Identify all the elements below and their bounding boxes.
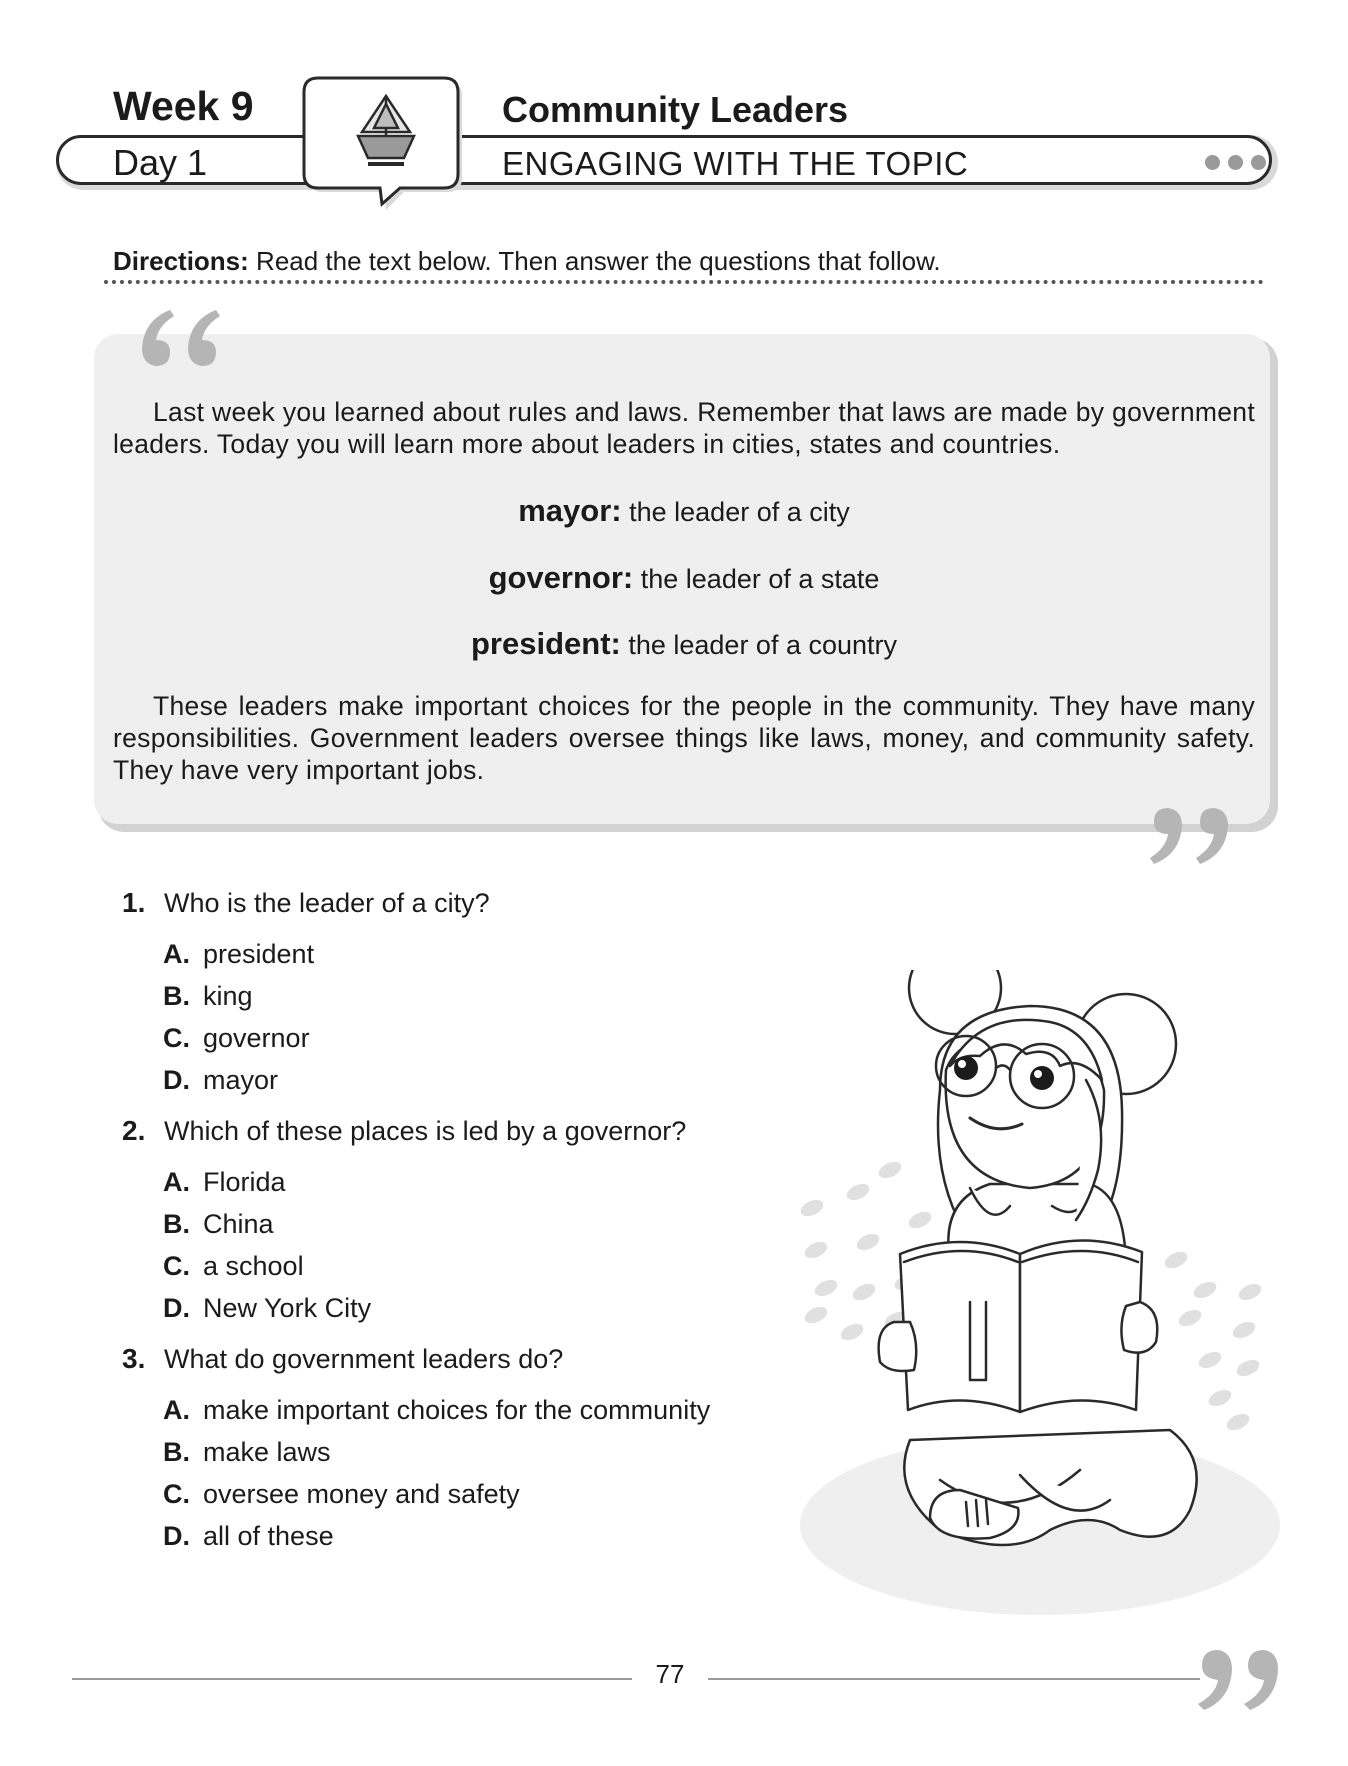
footer-rule-left	[72, 1678, 632, 1680]
definition-president	[113, 625, 1255, 662]
question-1	[122, 886, 490, 920]
choice-text: governor	[203, 1023, 310, 1053]
choice-3b[interactable]	[163, 1436, 331, 1468]
choice-text: king	[203, 981, 253, 1011]
choice-text: president	[203, 939, 315, 969]
choice-3a[interactable]	[163, 1394, 710, 1426]
girl-reading-illustration	[790, 970, 1280, 1630]
choice-text: China	[203, 1209, 274, 1239]
page-number: 77	[655, 1659, 685, 1689]
choice-letter: B.	[163, 981, 190, 1011]
definition-meaning: the leader of a state	[633, 564, 880, 594]
question-3	[122, 1342, 563, 1376]
choice-3c[interactable]	[163, 1478, 520, 1510]
question-2	[122, 1114, 686, 1148]
choice-letter: D.	[163, 1293, 190, 1323]
choice-1b[interactable]	[163, 980, 253, 1012]
more-dots-icon	[1205, 155, 1266, 170]
week-label: Week 9	[113, 83, 254, 129]
choice-letter: A.	[163, 939, 190, 969]
choice-text: New York City	[203, 1293, 372, 1323]
choice-letter: A.	[163, 1167, 190, 1197]
choice-letter: B.	[163, 1209, 190, 1239]
choice-2a[interactable]	[163, 1166, 286, 1198]
choice-letter: D.	[163, 1521, 190, 1551]
question-text: Who is the leader of a city?	[164, 888, 490, 918]
choice-1c[interactable]	[163, 1022, 310, 1054]
definition-governor	[113, 559, 1255, 596]
choice-text: all of these	[203, 1521, 334, 1551]
question-text: Which of these places is led by a governor?	[164, 1116, 687, 1146]
directions-text: Read the text below. Then answer the questions that follow.	[248, 246, 941, 276]
definition-meaning: the leader of a city	[621, 497, 850, 527]
close-quote-icon	[1190, 1640, 1290, 1720]
open-quote-icon	[130, 298, 230, 378]
page-subtitle: ENGAGING WITH THE TOPIC	[502, 145, 969, 182]
choice-2d[interactable]	[163, 1292, 371, 1324]
passage-paragraph-2: These leaders make important choices for the people in the community. They have many responsibilities. Government leaders oversee things like laws, money, and community safety. They have very important jobs.	[113, 691, 1255, 785]
definition-mayor	[113, 492, 1255, 529]
definition-meaning: the leader of a country	[620, 630, 898, 660]
close-quote-icon	[1140, 796, 1240, 876]
definition-term: mayor:	[518, 493, 622, 528]
choice-letter: C.	[163, 1479, 190, 1509]
choice-text: mayor	[203, 1065, 279, 1095]
choice-2b[interactable]	[163, 1208, 274, 1240]
choice-1a[interactable]	[163, 938, 314, 970]
question-number: 1.	[122, 887, 146, 918]
choice-text: Florida	[203, 1167, 286, 1197]
choice-1d[interactable]	[163, 1064, 278, 1096]
definition-term: president:	[470, 626, 621, 661]
choice-letter: C.	[163, 1251, 190, 1281]
question-number: 2.	[122, 1115, 146, 1146]
dotted-divider	[104, 280, 1264, 284]
choice-text: make important choices for the community	[203, 1395, 711, 1425]
definition-term: governor:	[488, 560, 634, 595]
sailboat-icon	[300, 74, 470, 214]
choice-2c[interactable]	[163, 1250, 304, 1282]
day-label: Day 1	[113, 142, 208, 183]
choice-text: make laws	[203, 1437, 331, 1467]
question-number: 3.	[122, 1343, 146, 1374]
choice-letter: B.	[163, 1437, 190, 1467]
choice-3d[interactable]	[163, 1520, 334, 1552]
footer-rule-right	[708, 1678, 1200, 1680]
choice-letter: A.	[163, 1395, 190, 1425]
choice-text: a school	[203, 1251, 304, 1281]
choice-text: oversee money and safety	[203, 1479, 520, 1509]
page-title: Community Leaders	[502, 89, 849, 130]
directions	[113, 246, 941, 277]
question-text: What do government leaders do?	[164, 1344, 564, 1374]
choice-letter: C.	[163, 1023, 190, 1053]
directions-label: Directions:	[113, 246, 249, 276]
passage-paragraph-1: Last week you learned about rules and laws. Remember that laws are made by government leaders. Today you will learn more about leaders in cities, states and countries.	[113, 397, 1255, 459]
choice-letter: D.	[163, 1065, 190, 1095]
